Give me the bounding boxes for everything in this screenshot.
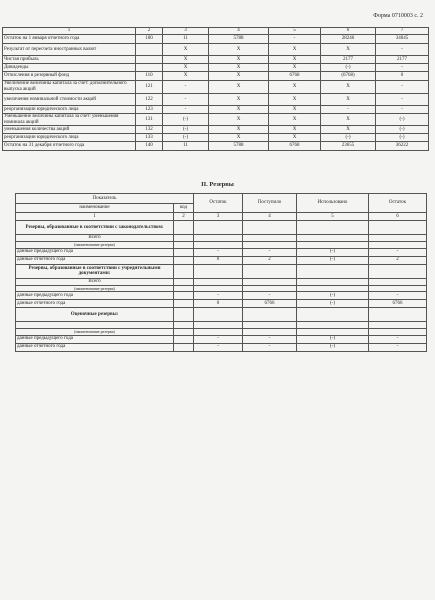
reserve-name-note: (наименование резерва) [16, 285, 174, 292]
table-row [3, 64, 429, 72]
table-row [3, 81, 429, 94]
cell-value: 2 [243, 256, 297, 264]
cell-value: X [163, 72, 209, 81]
table-row [3, 134, 429, 142]
table-row [16, 292, 427, 300]
empty-cell [194, 308, 243, 322]
cell-value: - [376, 64, 429, 72]
reserve-name-note: (наименование резерва) [16, 242, 174, 249]
row-label: Дивиденды [3, 64, 136, 72]
empty-cell [174, 264, 194, 278]
cell-value: - [376, 81, 429, 94]
cell-value: - [243, 335, 297, 343]
empty-cell [297, 235, 369, 242]
cell-value: - [321, 106, 376, 114]
cell-value: 36222 [376, 142, 429, 151]
cell-value: 100 [136, 35, 163, 44]
code-cell [174, 335, 194, 343]
cell-value: (-) [321, 64, 376, 72]
empty-cell [194, 264, 243, 278]
code-cell [174, 300, 194, 308]
cell-value: (-) [297, 292, 369, 300]
table-row [3, 114, 429, 126]
header-balance-end: Остаток [369, 194, 427, 213]
cell-value: X [209, 94, 269, 106]
header-used: Использовано [297, 194, 369, 213]
cell-value: (-) [163, 134, 209, 142]
cell-value: (-) [376, 134, 429, 142]
cell-value: 133 [136, 134, 163, 142]
cell-value: 131 [136, 114, 163, 126]
cell-value: (-) [376, 126, 429, 134]
cell-value: X [209, 126, 269, 134]
group-total-row [16, 278, 427, 285]
cell-value: - [243, 292, 297, 300]
group-title-row [16, 308, 427, 322]
cell-value: 28246 [321, 35, 376, 44]
empty-cell [194, 221, 243, 235]
cell-value: 0 [194, 256, 243, 264]
table-row [3, 44, 429, 56]
cell-value: 132 [136, 126, 163, 134]
cell-value: X [163, 56, 209, 64]
col-num: 5 [269, 28, 321, 35]
cell-value: X [269, 94, 321, 106]
cell-value: - [243, 248, 297, 256]
cell-value: - [163, 106, 209, 114]
col-num: 3 [194, 213, 243, 221]
cell-value: X [269, 44, 321, 56]
empty-cell [369, 308, 427, 322]
cell-value: - [269, 35, 321, 44]
cell-value: (-) [297, 300, 369, 308]
cell-value: 5788 [209, 35, 269, 44]
cell-value: X [321, 114, 376, 126]
header-balance: Остаток [194, 194, 243, 213]
cell-value [136, 56, 163, 64]
capital-changes-table [2, 27, 429, 151]
cell-value: (-) [163, 126, 209, 134]
section-title: II. Резервы [201, 181, 234, 188]
cell-value: (-) [297, 248, 369, 256]
cell-value: - [243, 343, 297, 351]
cell-value: X [321, 126, 376, 134]
cell-value: 110 [136, 72, 163, 81]
empty-cell [243, 322, 297, 329]
cell-value: X [269, 126, 321, 134]
cell-value: (-) [297, 335, 369, 343]
row-label: Отчисления в резервный фонд [3, 72, 136, 81]
empty-cell [194, 278, 243, 285]
empty-cell [369, 264, 427, 278]
column-numbers-row [16, 213, 427, 221]
table-row [3, 126, 429, 134]
cell-value: 23655 [321, 142, 376, 151]
cell-value: 11 [163, 142, 209, 151]
header-code: код [174, 204, 194, 213]
row-label: данные предыдущего года [16, 335, 174, 343]
table-row [3, 142, 429, 151]
cell-value: X [269, 56, 321, 64]
form-code: Форма 0710003 с. 2 [373, 13, 423, 19]
group-note-row [16, 242, 427, 249]
empty-cell [369, 235, 427, 242]
column-numbers-row [3, 28, 429, 35]
empty-cell [297, 308, 369, 322]
reserve-name-note: (наименование резерва) [16, 329, 174, 336]
cell-value: (-) [297, 343, 369, 351]
group-note-row [16, 285, 427, 292]
col-num: 7 [376, 28, 429, 35]
group-title-row [16, 221, 427, 235]
table-row [16, 335, 427, 343]
table-row [3, 72, 429, 81]
cell-value: (-) [163, 114, 209, 126]
empty-cell [297, 278, 369, 285]
empty-cell [297, 329, 369, 336]
empty-cell [297, 221, 369, 235]
group-total: Всего [16, 235, 174, 242]
empty-cell [194, 329, 243, 336]
cell-value: X [163, 44, 209, 56]
empty-cell [297, 242, 369, 249]
empty-cell [243, 285, 297, 292]
table-row [3, 35, 429, 44]
empty-cell [174, 329, 194, 336]
row-label: данные отчетного года [16, 343, 174, 351]
row-label: Результат от пересчета иностранных валют [3, 44, 136, 56]
empty-cell [369, 278, 427, 285]
group-total: Всего [16, 278, 174, 285]
empty-cell [174, 242, 194, 249]
row-label: данные отчетного года [16, 300, 174, 308]
cell-value: 121 [136, 81, 163, 94]
cell-value: X [163, 64, 209, 72]
col-num: 1 [16, 213, 174, 221]
empty-cell [194, 285, 243, 292]
group-total-row [16, 322, 427, 329]
cell-value: - [376, 106, 429, 114]
col-num: 4 [243, 213, 297, 221]
empty-cell [297, 285, 369, 292]
row-label: данные предыдущего года [16, 292, 174, 300]
cell-value: (6768) [321, 72, 376, 81]
cell-value: - [163, 94, 209, 106]
cell-value: - [194, 248, 243, 256]
cell-value: X [269, 134, 321, 142]
cell-value: - [376, 44, 429, 56]
empty-cell [174, 322, 194, 329]
group-title: Оценочные резервы: [16, 308, 174, 322]
row-label: Уменьшение величины капитала за счет: уменьшения номинала акций [3, 114, 136, 126]
group-note-row [16, 329, 427, 336]
cell-value: 2177 [376, 56, 429, 64]
code-cell [174, 343, 194, 351]
cell-value: X [209, 134, 269, 142]
cell-value: 11 [163, 35, 209, 44]
cell-value: X [321, 44, 376, 56]
col-num: 1 [3, 28, 136, 35]
cell-value: (-) [321, 134, 376, 142]
group-title-row [16, 264, 427, 278]
cell-value [136, 64, 163, 72]
cell-value: 34045 [376, 35, 429, 44]
col-num: 5 [297, 213, 369, 221]
empty-cell [243, 242, 297, 249]
row-label: увеличения номинальной стоимости акций [3, 94, 136, 106]
cell-value: X [209, 81, 269, 94]
table-row [3, 94, 429, 106]
cell-value: - [194, 335, 243, 343]
row-label: Остаток на 1 января отчетного года [3, 35, 136, 44]
cell-value: X [321, 81, 376, 94]
header-row [16, 194, 427, 204]
cell-value: X [269, 114, 321, 126]
cell-value: 6766 [243, 300, 297, 308]
row-label: Остаток на 31 декабря отчетного года [3, 142, 136, 151]
code-cell [174, 248, 194, 256]
cell-value: X [209, 56, 269, 64]
cell-value: (-) [376, 114, 429, 126]
table-row [3, 56, 429, 64]
empty-cell [243, 221, 297, 235]
row-label: уменьшения количества акций [3, 126, 136, 134]
col-num: 3 [163, 28, 209, 35]
empty-cell [194, 322, 243, 329]
cell-value: 2 [369, 256, 427, 264]
row-label: данные предыдущего года [16, 248, 174, 256]
table-row [16, 343, 427, 351]
cell-value: - [194, 343, 243, 351]
empty-cell [369, 285, 427, 292]
header-received: Поступило [243, 194, 297, 213]
empty-cell [243, 235, 297, 242]
cell-value: 0 [376, 72, 429, 81]
empty-cell [174, 278, 194, 285]
cell-value: 2177 [321, 56, 376, 64]
cell-value: 6768 [269, 72, 321, 81]
empty-cell [369, 329, 427, 336]
empty-cell [174, 235, 194, 242]
cell-value: - [369, 343, 427, 351]
empty-cell [369, 221, 427, 235]
cell-value: X [209, 64, 269, 72]
header-indicator: Показатель [16, 194, 194, 204]
empty-cell [174, 221, 194, 235]
row-label: Чистая прибыль [3, 56, 136, 64]
col-num: 6 [321, 28, 376, 35]
row-label: данные отчетного года [16, 256, 174, 264]
row-label: реорганизации юридического лица [3, 106, 136, 114]
group-title: Резервы, образованные в соответствии с учредительными документами: [16, 264, 174, 278]
col-num: 4 [209, 28, 269, 35]
cell-value: X [209, 114, 269, 126]
empty-cell [194, 242, 243, 249]
empty-cell [243, 278, 297, 285]
cell-value [136, 44, 163, 56]
cell-value: X [269, 64, 321, 72]
cell-value: 6766 [369, 300, 427, 308]
code-cell [174, 292, 194, 300]
row-label: реорганизации юридического лица [3, 134, 136, 142]
col-num: 2 [174, 213, 194, 221]
empty-cell [194, 235, 243, 242]
cell-value: 5788 [209, 142, 269, 151]
empty-cell [174, 285, 194, 292]
reserves-table [15, 193, 427, 352]
group-title: Резервы, образованные в соответствии с законодательством: [16, 221, 174, 235]
group-total-row [16, 235, 427, 242]
cell-value: - [369, 292, 427, 300]
cell-value: (-) [297, 256, 369, 264]
cell-value: - [369, 248, 427, 256]
cell-value: 0 [194, 300, 243, 308]
table-row [16, 248, 427, 256]
empty-cell [369, 322, 427, 329]
empty-cell [243, 264, 297, 278]
empty-cell [369, 242, 427, 249]
cell-value: - [194, 292, 243, 300]
row-label: Увеличение величины капитала за счет: дополнительного выпуска акций [3, 81, 136, 94]
empty-cell [297, 264, 369, 278]
col-num: 6 [369, 213, 427, 221]
header-name: наименование [16, 204, 174, 213]
cell-value: X [321, 94, 376, 106]
table-row [16, 300, 427, 308]
cell-value: - [163, 81, 209, 94]
empty-cell [243, 308, 297, 322]
cell-value: 6768 [269, 142, 321, 151]
cell-value: X [209, 44, 269, 56]
table-row [3, 106, 429, 114]
col-num: 2 [136, 28, 163, 35]
empty-cell [174, 308, 194, 322]
cell-value: 123 [136, 106, 163, 114]
cell-value: 140 [136, 142, 163, 151]
empty-cell [243, 329, 297, 336]
cell-value: X [269, 106, 321, 114]
cell-value: 122 [136, 94, 163, 106]
cell-value: X [269, 81, 321, 94]
empty-cell [297, 322, 369, 329]
cell-value: - [376, 94, 429, 106]
table-row [16, 256, 427, 264]
cell-value: X [209, 72, 269, 81]
code-cell [174, 256, 194, 264]
group-total [16, 322, 174, 329]
cell-value: - [369, 335, 427, 343]
cell-value: X [209, 106, 269, 114]
